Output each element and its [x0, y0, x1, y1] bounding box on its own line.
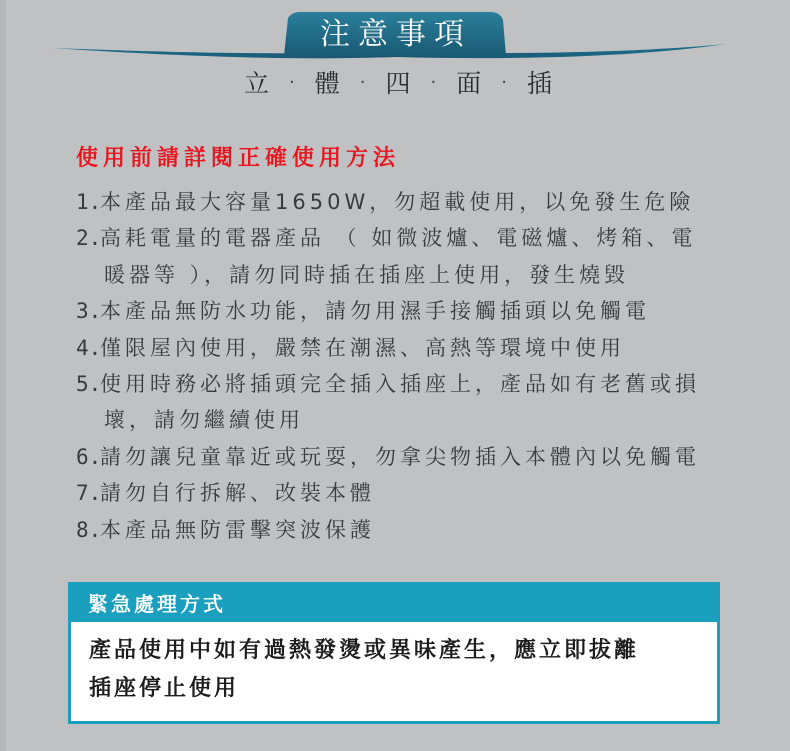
subtitle-separator: · — [501, 71, 507, 93]
subtitle-char: 體 — [314, 69, 340, 98]
subtitle-separator: · — [289, 71, 295, 93]
subtitle-char: 立 — [244, 69, 270, 98]
rule-text: 請勿讓兒童靠近或玩耍，勿拿尖物插入本體內以免觸電 — [100, 444, 700, 469]
rule-number: 1. — [76, 190, 102, 214]
rule-number: 4. — [76, 335, 102, 360]
emergency-title: 緊急處理方式 — [88, 592, 226, 616]
emergency-text-continued: 插座停止使用 — [89, 676, 240, 701]
rule-number: 2. — [76, 226, 102, 251]
subtitle-separator: · — [430, 71, 437, 93]
rule-text: 本產品最大容量1650W，勿超載使用，以免發生危險 — [100, 190, 695, 214]
rule-number: 7. — [76, 481, 102, 506]
emergency-body — [71, 622, 717, 721]
rule-number: 3. — [76, 299, 102, 324]
subtitle-char: 面 — [456, 69, 482, 98]
subtitle-char: 四 — [385, 69, 411, 98]
rule-number: 8. — [76, 517, 102, 542]
rule-item — [76, 184, 756, 220]
rule-item — [76, 512, 756, 548]
rule-number: 6. — [76, 444, 102, 469]
rule-text: 高耗電量的電器產品 （ 如微波爐、電磁爐、烤箱、電 — [100, 226, 697, 251]
rule-item — [76, 439, 756, 475]
subtitle-separator: · — [359, 71, 366, 93]
rule-text-continued: 暖器等 ），請勿同時插在插座上使用，發生燒毀 — [104, 262, 630, 287]
emergency-box — [68, 582, 720, 724]
subtitle-char: 插 — [527, 69, 553, 98]
rule-item — [76, 220, 756, 293]
rules-list — [76, 184, 756, 548]
rule-number: 5. — [76, 372, 102, 397]
left-edge-strip — [0, 0, 6, 751]
instructions-heading: 使用前請詳閱正確使用方法 — [76, 146, 401, 171]
emergency-text: 產品使用中如有過熱發燙或異味產生，應立即拔離 — [89, 638, 640, 663]
page-title: 注意事項 — [320, 17, 472, 52]
rule-text: 使用時務必將插頭完全插入插座上，產品如有老舊或損 — [100, 372, 700, 397]
rule-text: 本產品無防雷擊突波保護 — [100, 517, 375, 542]
rule-item — [76, 475, 756, 511]
rule-text: 僅限屋內使用，嚴禁在潮濕、高熱等環境中使用 — [100, 335, 625, 360]
subtitle — [244, 64, 552, 100]
rule-item — [76, 293, 756, 329]
rule-item — [76, 366, 756, 439]
rule-item — [76, 330, 756, 366]
rule-text: 本產品無防水功能，請勿用濕手接觸插頭以免觸電 — [100, 299, 650, 324]
rule-text-continued: 壞，請勿繼續使用 — [104, 408, 304, 433]
rule-text: 請勿自行拆解、改裝本體 — [100, 481, 375, 506]
